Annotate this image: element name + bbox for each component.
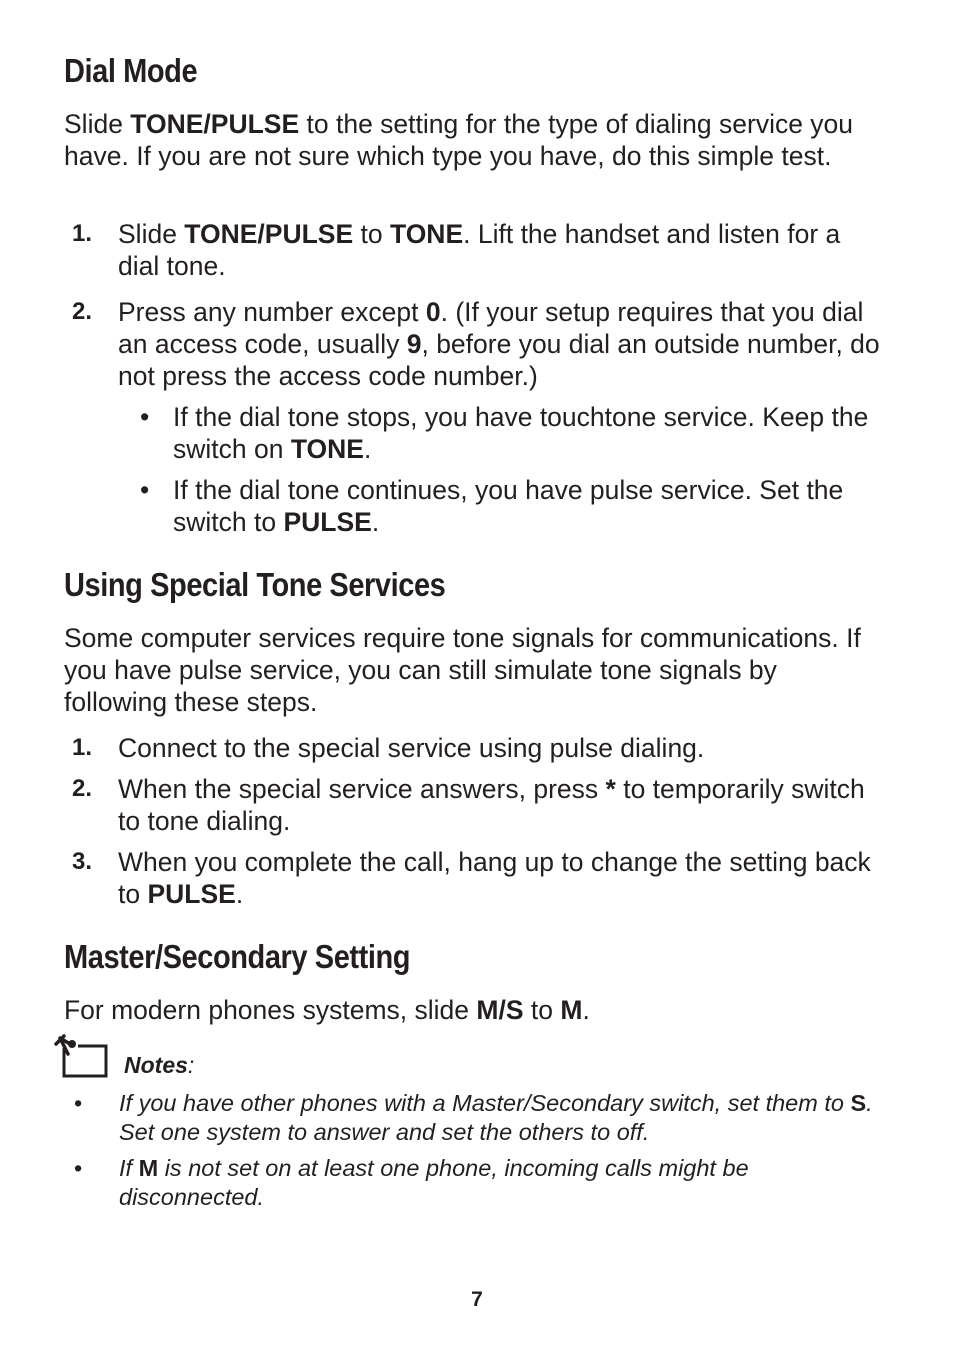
master-secondary-intro: For modern phones systems, slide M/S to M. xyxy=(64,995,590,1025)
step-number: 2. xyxy=(72,298,93,325)
star-key-symbol: * xyxy=(605,774,616,804)
bullet-text: If the dial tone continues, you have pulse service. Set the switch to PULSE. xyxy=(173,475,844,537)
step-text: When you complete the call, hang up to change the setting back to PULSE. xyxy=(118,847,871,909)
heading-dial-mode: Dial Mode xyxy=(64,52,198,89)
step-text: When the special service answers, press * to temporarily switch to tone dialing. xyxy=(118,774,865,836)
bullet-text: If the dial tone stops, you have touchtone service. Keep the switch on TONE. xyxy=(173,402,869,464)
note-text: If you have other phones with a Master/Secondary switch, set them to S. Set one system to answer and set the others to off. xyxy=(119,1090,873,1145)
notes-label: Notes: xyxy=(124,1052,195,1078)
step-text: Slide TONE/PULSE to TONE. Lift the handset and listen for a dial tone. xyxy=(118,219,841,281)
bullet-dot: • xyxy=(140,402,150,432)
step-number: 1. xyxy=(72,734,93,761)
heading-special-tone-services: Using Special Tone Services xyxy=(64,566,446,603)
notepad-pin-icon xyxy=(54,1034,110,1080)
step-text: Connect to the special service using pulse dialing. xyxy=(118,733,705,763)
step-text: Press any number except 0. (If your setup requires that you dial an access code, usually 9, before you dial an outside number, do not press the access code number.) xyxy=(118,297,880,391)
special-tone-intro: Some computer services require tone signals for communications. If you have pulse service, you can still simulate tone signals by following these steps. xyxy=(64,623,861,717)
heading-master-secondary: Master/Secondary Setting xyxy=(64,938,411,975)
bullet-dot: • xyxy=(140,475,150,505)
step-number: 2. xyxy=(72,775,93,802)
note-text: If M is not set on at least one phone, incoming calls might be disconnected. xyxy=(119,1155,749,1210)
step-number: 3. xyxy=(72,848,93,875)
page-number: 7 xyxy=(471,1288,483,1311)
step-number: 1. xyxy=(72,220,93,247)
dial-mode-intro: Slide TONE/PULSE to the setting for the type of dialing service you have. If you are not sure which type you have, do this simple test. xyxy=(64,109,854,171)
bullet-dot: • xyxy=(74,1090,83,1116)
bullet-dot: • xyxy=(74,1155,83,1181)
